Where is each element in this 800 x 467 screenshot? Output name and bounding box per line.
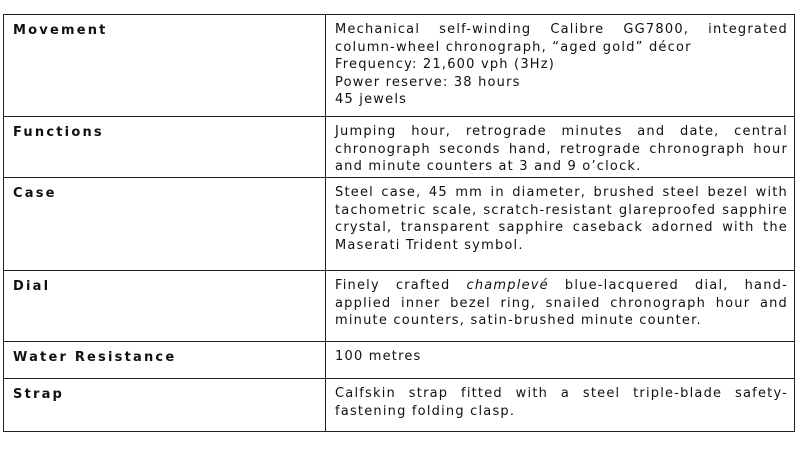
spec-row-water-resistance	[4, 342, 795, 379]
water-resistance-label: Water Resistance	[13, 350, 177, 365]
label-cell	[4, 178, 326, 271]
functions-value: Jumping hour, retrograde minutes and date, central chronograph seconds hand, retrograde chronograph hour and minute counters at 3 and 9 o’clock.	[335, 124, 788, 174]
case-label: Case	[13, 186, 57, 201]
spec-row-movement	[4, 15, 795, 117]
movement-line-description: Mechanical self-winding Calibre GG7800, integrated column-wheel chronograph, “aged gold” décor	[335, 22, 788, 55]
movement-line-frequency: Frequency: 21,600 vph (3Hz)	[335, 57, 556, 72]
value-cell	[326, 271, 795, 342]
movement-line-power-reserve: Power reserve: 38 hours	[335, 74, 521, 90]
strap-label: Strap	[13, 387, 65, 402]
label-cell	[4, 271, 326, 342]
movement-line-jewels: 45 jewels	[335, 92, 408, 107]
dial-value	[326, 271, 794, 330]
label-cell	[4, 342, 326, 379]
spec-row-functions	[4, 117, 795, 178]
value-cell	[326, 342, 795, 379]
value-cell	[326, 15, 795, 117]
value-cell	[326, 178, 795, 271]
spec-row-dial	[4, 271, 795, 342]
label-cell	[4, 379, 326, 432]
label-cell	[4, 15, 326, 117]
functions-label: Functions	[13, 125, 104, 140]
case-value: Steel case, 45 mm in diameter, brushed steel bezel with tachometric scale, scratch-resistant glareproofed sapphire crystal, transparent sapphire caseback adorned with the Maserati Trident symbol.	[335, 185, 788, 253]
spec-row-case	[4, 178, 795, 271]
spec-row-strap	[4, 379, 795, 432]
water-resistance-value: 100 metres	[335, 349, 422, 364]
dial-value-emphasis: champlevé	[466, 278, 549, 293]
strap-value: Calfskin strap fitted with a steel triple-blade safety-fastening folding clasp.	[335, 386, 788, 419]
movement-label: Movement	[13, 23, 108, 38]
label-cell	[4, 117, 326, 178]
dial-value-prefix: Finely crafted	[335, 278, 467, 293]
dial-value-suffix: blue-lacquered dial, hand-applied inner bezel ring, snailed chronograph hour and minute counters, satin-brushed minute counter.	[335, 278, 788, 328]
value-cell	[326, 379, 795, 432]
value-cell	[326, 117, 795, 178]
movement-value	[326, 15, 794, 109]
dial-label: Dial	[13, 279, 51, 294]
specifications-table	[3, 14, 795, 432]
